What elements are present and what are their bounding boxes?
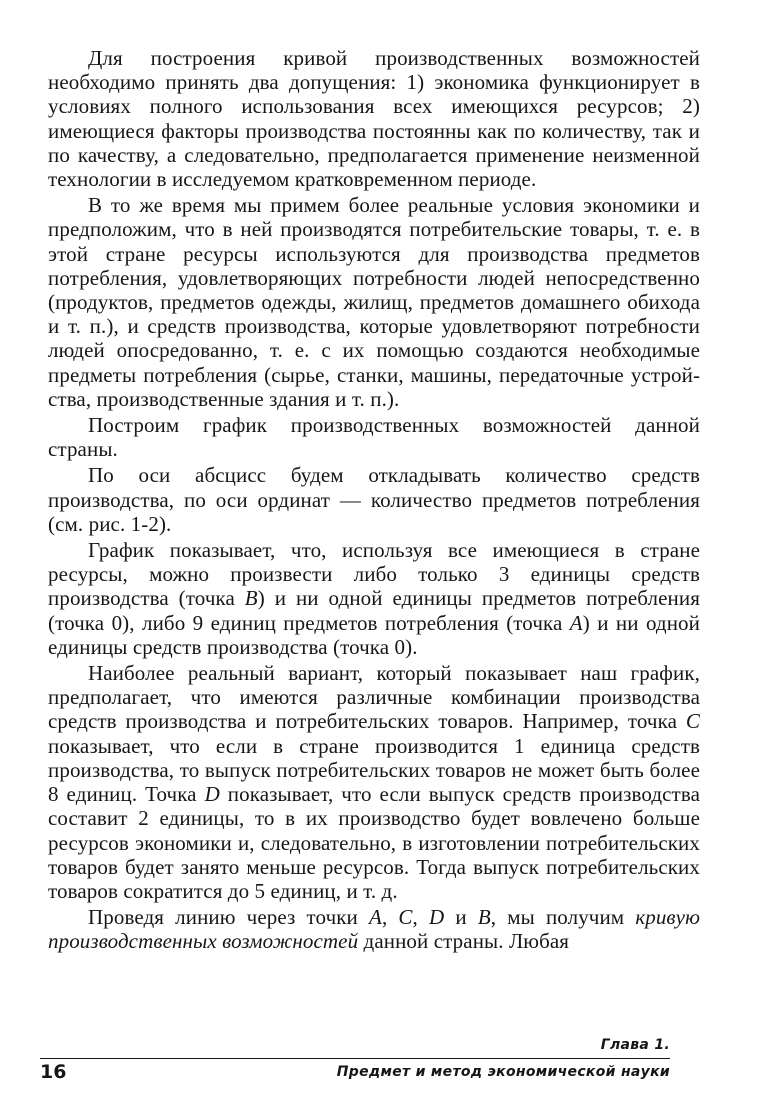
- paragraph-5-text-b: ) и ни одной единицы предметов потребления (точка 0), либо 9 единиц предметов потребления (точка: [48, 586, 700, 635]
- paragraph-5-text-a: График показывает, что, используя все имеющиеся в стране ресурсы, можно произвести либо только 3 единицы средств производства (точка: [48, 538, 700, 611]
- paragraph-7-text-c: данной страны. Любая: [358, 929, 570, 954]
- separator: ,: [381, 905, 399, 930]
- point-b-label: B: [244, 586, 258, 611]
- paragraph-5-text-c: ) и ни одной единицы средств производства (точка 0).: [48, 610, 700, 659]
- point-b-ref: B: [477, 905, 491, 930]
- separator: ,: [412, 905, 429, 930]
- point-c-label: C: [685, 709, 700, 734]
- chapter-label: Глава 1.: [600, 1037, 670, 1053]
- point-c-ref: C: [398, 905, 413, 930]
- footer-rule: [40, 1058, 670, 1059]
- paragraph-6-text-c: показывает, что если выпуск средств производства составит 2 единицы, то в их производство будет вовлечено больше ресурсов экономики и, следовательно, в изготовлении потребительских товаров будет занято меньше ресурсов. Тогда выпуск потребительских товаров сократится до 5 единиц, и т. д.: [48, 782, 700, 903]
- page-number: 16: [40, 1061, 67, 1083]
- paragraph-7-text-a: Проведя линию через точки: [88, 905, 370, 930]
- chapter-subtitle: Предмет и метод экономической науки: [336, 1064, 670, 1080]
- paragraph-4: По оси абсцисс будем откладывать количество средств производства, по оси ординат — количество предметов потребления (см. рис. 1-2).: [48, 463, 700, 536]
- point-d-ref: D: [429, 905, 445, 930]
- conjunction: и: [444, 905, 478, 930]
- paragraph-7-text-b: , мы получим: [490, 905, 636, 930]
- paragraph-1: Для построения кривой производственных возможностей необходимо принять два допущения: 1) экономика функционирует в условиях полного использования всех имеющихся ресурсов; 2) имеющиеся факторы производства постоянны как по количеству, так и по качеству, а следовательно, предполагается применение неизменной технологии в исследуемом кратковременном периоде.: [48, 46, 700, 192]
- paragraph-5: [48, 538, 700, 659]
- page-body: [48, 46, 700, 956]
- paragraph-6: [48, 661, 700, 903]
- term-ppf: кривую производственных возможностей: [48, 905, 700, 954]
- paragraph-2: В то же время мы примем более реальные условия экономики и предположим, что в ней производятся потребительские товары, т. е. в этой стране ресурсы используются для производства предметов потребления, удовлетворяющих потребности людей непосредственно (продуктов, предметов одежды, жилищ, предметов домашнего обихода и т. п.), и средств производства, которые удовлетворяют потребности людей опосредованно, т. е. с их помощью создаются необходимые предметы потребления (сырье, станки, машины, передаточные устройства, производственные здания и т. п.).: [48, 193, 700, 411]
- paragraph-3: Построим график производственных возможностей данной страны.: [48, 413, 700, 462]
- paragraph-7: [48, 905, 700, 953]
- paragraph-6-text-a: Наиболее реальный вариант, который показывает наш график, предполагает, что имеются различные комбинации производства средств производства и потребительских товаров. Например, точка: [48, 661, 700, 734]
- page-footer: [40, 1037, 670, 1087]
- point-a-label: A: [569, 610, 583, 635]
- point-d-label: D: [204, 782, 220, 807]
- paragraph-6-text-b: показывает, что если в стране производится 1 единица средств производства, то выпуск потребительских товаров не может быть более 8 единиц. Точка: [48, 733, 700, 807]
- point-a-ref: A: [369, 905, 382, 930]
